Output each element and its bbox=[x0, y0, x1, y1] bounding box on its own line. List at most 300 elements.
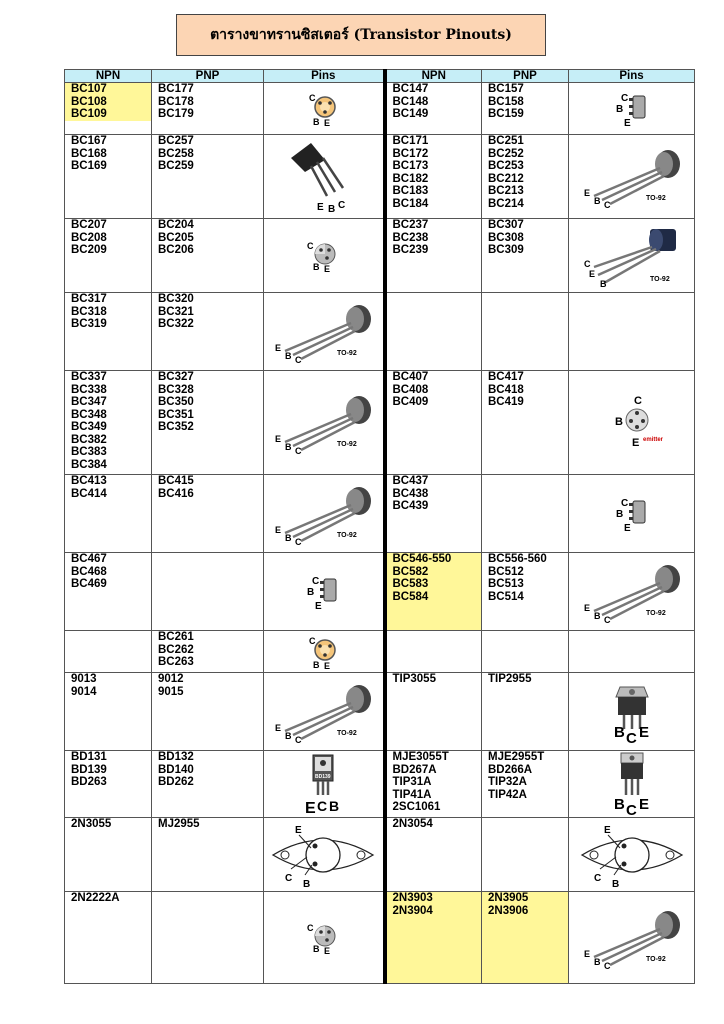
part-number: MJE3055T bbox=[392, 751, 449, 763]
left-pnp-cell bbox=[152, 475, 264, 553]
right-pnp-cell bbox=[482, 818, 569, 892]
part-number: BC327 bbox=[158, 371, 194, 383]
pin-label-c: C bbox=[625, 729, 637, 745]
pin-label-e: E bbox=[324, 263, 331, 274]
part-number: BC108 bbox=[65, 96, 151, 109]
part-number: BC384 bbox=[71, 458, 107, 471]
pin-label-e: E bbox=[583, 948, 590, 959]
pins-cell bbox=[569, 892, 695, 984]
part-number: 9014 bbox=[71, 685, 97, 698]
part-number: BC328 bbox=[158, 383, 194, 396]
pin-label-e: E bbox=[295, 824, 302, 836]
part-number: BC317 bbox=[71, 293, 107, 305]
header-pnp-right: PNP bbox=[482, 70, 569, 83]
part-number: MJ2955 bbox=[158, 818, 200, 830]
pins-cell bbox=[569, 553, 695, 631]
pins-cell bbox=[264, 293, 385, 371]
part-number: BC183 bbox=[392, 185, 429, 197]
pin-label-b: B bbox=[285, 532, 292, 543]
right-pnp-cell bbox=[482, 631, 569, 673]
part-number: BC512 bbox=[488, 565, 524, 578]
to92-side-icon bbox=[267, 481, 379, 547]
pins-cell bbox=[264, 219, 385, 293]
header-pins-left: Pins bbox=[264, 70, 385, 83]
pin-label-b: B bbox=[614, 415, 623, 428]
package-label: TO-92 bbox=[337, 440, 357, 448]
part-number: BC148 bbox=[392, 95, 429, 108]
pins-cell bbox=[264, 892, 385, 984]
table-row bbox=[65, 293, 695, 371]
part-number: BC167 bbox=[71, 135, 107, 147]
part-number: BC407 bbox=[392, 371, 429, 383]
left-npn-cell bbox=[65, 293, 152, 371]
part-number: 2N3906 bbox=[488, 904, 529, 917]
table-row bbox=[65, 751, 695, 818]
table-row bbox=[65, 673, 695, 751]
part-number: BC347 bbox=[71, 396, 107, 408]
right-pnp-cell bbox=[482, 751, 569, 818]
pin-label-c: C bbox=[307, 240, 314, 251]
pin-label-e: E bbox=[275, 342, 282, 353]
part-number: 2N3055 bbox=[71, 818, 112, 830]
pin-label-e: E bbox=[583, 187, 590, 198]
part-number: BC214 bbox=[488, 197, 524, 210]
part-number: BC437 bbox=[392, 475, 429, 487]
package-label: TO-92 bbox=[337, 349, 357, 357]
left-pnp-cell bbox=[152, 83, 264, 135]
emitter-note: emitter bbox=[642, 436, 663, 443]
flat-package-icon bbox=[298, 571, 348, 613]
part-number: BC383 bbox=[71, 446, 107, 458]
left-pnp-cell bbox=[152, 371, 264, 475]
part-number: BC173 bbox=[392, 160, 429, 172]
right-pnp-cell bbox=[482, 293, 569, 371]
right-npn-cell bbox=[385, 293, 482, 371]
to220-icon bbox=[602, 751, 662, 817]
pin-label-c: C bbox=[312, 575, 320, 587]
pin-label-e: E bbox=[603, 824, 611, 836]
pin-label-c: C bbox=[583, 258, 590, 269]
pins-cell bbox=[264, 818, 385, 892]
left-npn-cell bbox=[65, 475, 152, 553]
right-npn-cell bbox=[385, 818, 482, 892]
pin-label-c: C bbox=[603, 199, 610, 210]
part-number: BC212 bbox=[488, 172, 524, 185]
pins-cell bbox=[569, 83, 695, 135]
part-number: BC178 bbox=[158, 95, 194, 108]
part-number: BC514 bbox=[488, 590, 524, 603]
part-number: BC252 bbox=[488, 147, 524, 160]
part-number: BC171 bbox=[392, 135, 429, 147]
pin-label-c: C bbox=[625, 802, 637, 817]
pin-label-e: E bbox=[317, 201, 324, 213]
part-number: BC419 bbox=[488, 396, 524, 408]
to3-icon bbox=[267, 821, 379, 889]
pins-cell bbox=[264, 751, 385, 818]
right-npn-cell bbox=[385, 631, 482, 673]
to92-side-icon bbox=[576, 559, 688, 625]
part-number: BC469 bbox=[71, 578, 107, 590]
part-number: BC308 bbox=[488, 231, 524, 244]
pin-label-b: B bbox=[329, 798, 340, 814]
part-number: BC184 bbox=[392, 197, 429, 210]
part-number: BC259 bbox=[158, 160, 194, 172]
package-label: TO-92 bbox=[337, 531, 357, 539]
pin-label-b: B bbox=[593, 956, 600, 967]
empty-pins-cell bbox=[569, 631, 695, 673]
part-number: BC320 bbox=[158, 293, 194, 305]
part-number: BC418 bbox=[488, 383, 524, 396]
pin-label-b: B bbox=[313, 659, 320, 670]
part-number: BD266A bbox=[488, 763, 533, 776]
right-pnp-cell bbox=[482, 135, 569, 219]
to92-dark-icon bbox=[576, 223, 688, 289]
pin-label-e: E bbox=[324, 117, 331, 128]
pin-label-c: C bbox=[317, 798, 328, 814]
part-number: BC467 bbox=[71, 553, 107, 565]
pin-label-b: B bbox=[285, 350, 292, 361]
left-pnp-cell bbox=[152, 135, 264, 219]
part-number: TIP3055 bbox=[392, 673, 436, 685]
header-pins-right: Pins bbox=[569, 70, 695, 83]
pins-cell bbox=[264, 631, 385, 673]
part-number: BC261 bbox=[158, 631, 194, 643]
left-npn-cell bbox=[65, 553, 152, 631]
left-npn-cell bbox=[65, 135, 152, 219]
pin-label-c: C bbox=[603, 960, 610, 971]
part-number: BC309 bbox=[488, 244, 524, 256]
empty-pins-cell bbox=[569, 293, 695, 371]
part-number: BC582 bbox=[392, 565, 429, 578]
part-number: BC253 bbox=[488, 160, 524, 172]
part-number: BC546-550 bbox=[392, 553, 452, 565]
right-pnp-cell bbox=[482, 475, 569, 553]
part-number: BC351 bbox=[158, 408, 194, 421]
part-number: 2N2222A bbox=[71, 892, 120, 904]
part-number: BC149 bbox=[392, 108, 429, 120]
to18-metal-can-icon bbox=[293, 632, 353, 672]
right-npn-cell bbox=[385, 475, 482, 553]
right-npn-cell bbox=[385, 371, 482, 475]
pin-label-b: B bbox=[313, 943, 320, 954]
pins-cell bbox=[569, 751, 695, 818]
part-number: BC257 bbox=[158, 135, 194, 147]
pin-label-c: C bbox=[593, 872, 601, 884]
pin-label-e: E bbox=[275, 524, 282, 535]
part-number: BC415 bbox=[158, 475, 194, 487]
pins-cell bbox=[264, 83, 385, 135]
package-label: TO-92 bbox=[645, 609, 666, 617]
pins-cell bbox=[569, 371, 695, 475]
part-number: BC409 bbox=[392, 396, 429, 408]
table-row bbox=[65, 475, 695, 553]
part-number: BC172 bbox=[392, 147, 429, 160]
to218-icon bbox=[602, 679, 662, 745]
pin-label-b: B bbox=[615, 103, 623, 115]
pin-label-b: B bbox=[613, 723, 625, 741]
pin-label-c: C bbox=[603, 614, 610, 625]
to92-upright-icon bbox=[283, 138, 363, 216]
pin-label-e: E bbox=[275, 722, 282, 733]
left-pnp-cell bbox=[152, 751, 264, 818]
pin-label-b: B bbox=[285, 730, 292, 741]
to126-icon bbox=[293, 751, 353, 817]
part-number: BC584 bbox=[392, 590, 429, 603]
pin-label-e: E bbox=[638, 796, 649, 813]
part-number: BC438 bbox=[392, 487, 429, 500]
part-number: BC337 bbox=[71, 371, 107, 383]
pin-label-e: E bbox=[583, 602, 590, 613]
part-number: TIP41A bbox=[392, 788, 432, 801]
part-number: BC468 bbox=[71, 565, 107, 578]
left-npn-cell bbox=[65, 818, 152, 892]
to92-side-icon bbox=[576, 144, 688, 210]
part-number: BC382 bbox=[71, 433, 107, 446]
part-number: BC318 bbox=[71, 305, 107, 318]
to92-side-icon bbox=[267, 679, 379, 745]
pin-label-b: B bbox=[599, 278, 606, 289]
part-number: BC209 bbox=[71, 244, 107, 256]
part-number: BC207 bbox=[71, 219, 107, 231]
pin-label-e: E bbox=[315, 600, 322, 612]
page-title: ตารางขาทรานซิสเตอร์ (Transistor Pinouts) bbox=[176, 14, 546, 56]
pin-label-e: E bbox=[588, 268, 595, 279]
part-number: BC107 bbox=[65, 83, 151, 96]
pin-label-e: E bbox=[305, 800, 316, 817]
left-pnp-cell bbox=[152, 219, 264, 293]
left-npn-cell bbox=[65, 892, 152, 984]
pins-cell bbox=[569, 135, 695, 219]
pin-label-c: C bbox=[338, 199, 346, 211]
pin-label-e: E bbox=[324, 945, 331, 956]
pins-cell bbox=[569, 219, 695, 293]
part-number: BD140 bbox=[158, 763, 194, 776]
pin-label-c: C bbox=[633, 394, 642, 407]
round-package-icon bbox=[293, 916, 353, 960]
right-npn-cell bbox=[385, 553, 482, 631]
part-number: TIP31A bbox=[392, 776, 432, 788]
pin-label-e: E bbox=[324, 660, 331, 671]
pin-label-b: B bbox=[593, 610, 600, 621]
part-number: 9012 bbox=[158, 673, 184, 685]
part-number: BD263 bbox=[71, 776, 107, 788]
part-number: BC350 bbox=[158, 396, 194, 408]
part-number: BC237 bbox=[392, 219, 429, 231]
pins-cell bbox=[264, 135, 385, 219]
part-number: BC263 bbox=[158, 656, 194, 668]
part-number: BC208 bbox=[71, 231, 107, 244]
part-number: TIP42A bbox=[488, 788, 527, 801]
pin-label-c: C bbox=[309, 635, 316, 646]
package-label: TO-92 bbox=[645, 955, 666, 963]
part-number: BC319 bbox=[71, 318, 107, 330]
pin-label-b: B bbox=[303, 878, 311, 889]
table-row bbox=[65, 892, 695, 984]
pin-label-b: B bbox=[593, 195, 600, 206]
part-number: BC204 bbox=[158, 219, 194, 231]
pin-label-c: C bbox=[309, 92, 316, 103]
pin-label-c: C bbox=[620, 497, 628, 509]
pin-label-b: B bbox=[611, 878, 619, 889]
left-npn-cell bbox=[65, 631, 152, 673]
part-number: BC179 bbox=[158, 108, 194, 120]
part-number: BC109 bbox=[65, 108, 151, 121]
flat-package-icon bbox=[607, 493, 657, 535]
pin-label-e: E bbox=[631, 436, 639, 449]
part-number: TIP32A bbox=[488, 776, 527, 788]
right-npn-cell bbox=[385, 751, 482, 818]
left-npn-cell bbox=[65, 219, 152, 293]
table-row bbox=[65, 219, 695, 293]
part-number: BC206 bbox=[158, 244, 194, 256]
part-number: BC513 bbox=[488, 578, 524, 590]
part-number: BC262 bbox=[158, 643, 194, 656]
to92-side-icon bbox=[267, 299, 379, 365]
part-number: BD267A bbox=[392, 763, 437, 776]
left-pnp-cell bbox=[152, 673, 264, 751]
pin-label-b: B bbox=[285, 441, 292, 452]
pin-label-c: C bbox=[295, 445, 302, 456]
part-number: BC349 bbox=[71, 421, 107, 433]
left-npn-cell bbox=[65, 371, 152, 475]
right-npn-cell bbox=[385, 135, 482, 219]
part-number: BC251 bbox=[488, 135, 524, 147]
to92-side-icon bbox=[576, 905, 688, 971]
part-number: BC352 bbox=[158, 421, 194, 433]
part-number: BC338 bbox=[71, 383, 107, 396]
part-number: 2N3054 bbox=[392, 818, 433, 830]
right-npn-cell bbox=[385, 673, 482, 751]
pins-cell bbox=[264, 475, 385, 553]
part-number: BD132 bbox=[158, 751, 194, 763]
part-number: BC205 bbox=[158, 231, 194, 244]
right-pnp-cell bbox=[482, 219, 569, 293]
package-label: TO-92 bbox=[645, 194, 666, 202]
part-number: BC413 bbox=[71, 475, 107, 487]
pin-label-e: E bbox=[275, 433, 282, 444]
part-number: BD139 bbox=[71, 763, 107, 776]
part-number: BC416 bbox=[158, 487, 194, 500]
header-npn-left: NPN bbox=[65, 70, 152, 83]
pin-label-c: C bbox=[295, 734, 302, 745]
part-number: 2SC1061 bbox=[392, 801, 441, 813]
part-number: 2N3903 bbox=[392, 892, 433, 904]
left-pnp-cell bbox=[152, 631, 264, 673]
pin-label-b: B bbox=[313, 116, 320, 127]
model-label: BD139 bbox=[315, 774, 331, 780]
pin-label-c: C bbox=[295, 354, 302, 365]
part-number: BC414 bbox=[71, 487, 107, 500]
pin-label-e: E bbox=[623, 117, 631, 129]
part-number: 9015 bbox=[158, 685, 184, 698]
round-package-icon bbox=[293, 234, 353, 278]
part-number: BC322 bbox=[158, 318, 194, 330]
table-row bbox=[65, 371, 695, 475]
part-number: BC213 bbox=[488, 185, 524, 197]
pins-cell bbox=[264, 553, 385, 631]
right-pnp-cell bbox=[482, 892, 569, 984]
right-pnp-cell bbox=[482, 553, 569, 631]
part-number: BC177 bbox=[158, 83, 194, 95]
part-number: BC239 bbox=[392, 244, 429, 256]
left-npn-cell bbox=[65, 83, 152, 135]
pins-cell bbox=[264, 673, 385, 751]
pin-label-c: C bbox=[285, 872, 293, 884]
pins-cell bbox=[569, 673, 695, 751]
left-pnp-cell bbox=[152, 553, 264, 631]
part-number: BC408 bbox=[392, 383, 429, 396]
part-number: BC157 bbox=[488, 83, 524, 95]
table-row bbox=[65, 553, 695, 631]
part-number: BC159 bbox=[488, 108, 524, 120]
bottom-view-icon bbox=[597, 394, 667, 452]
right-npn-cell bbox=[385, 219, 482, 293]
part-number: BC169 bbox=[71, 160, 107, 172]
pin-label-b: B bbox=[613, 796, 625, 813]
to3-icon bbox=[576, 821, 688, 889]
right-npn-cell bbox=[385, 892, 482, 984]
part-number: BD131 bbox=[71, 751, 107, 763]
part-number: BC439 bbox=[392, 500, 429, 512]
table-row bbox=[65, 818, 695, 892]
to18-metal-can-icon bbox=[293, 89, 353, 129]
part-number: 2N3905 bbox=[488, 892, 529, 904]
right-pnp-cell bbox=[482, 371, 569, 475]
part-number: BC321 bbox=[158, 305, 194, 318]
right-pnp-cell bbox=[482, 673, 569, 751]
part-number: BC583 bbox=[392, 578, 429, 590]
part-number: BC238 bbox=[392, 231, 429, 244]
part-number: BC147 bbox=[392, 83, 429, 95]
pin-label-b: B bbox=[307, 586, 315, 598]
part-number: BC168 bbox=[71, 147, 107, 160]
part-number: BD262 bbox=[158, 776, 194, 788]
pin-label-e: E bbox=[638, 723, 649, 741]
part-number: BC258 bbox=[158, 147, 194, 160]
pin-label-c: C bbox=[295, 536, 302, 547]
left-pnp-cell bbox=[152, 818, 264, 892]
part-number: BC158 bbox=[488, 95, 524, 108]
header-npn-right: NPN bbox=[385, 70, 482, 83]
part-number: 2N3904 bbox=[392, 904, 433, 917]
part-number: BC556-560 bbox=[488, 553, 547, 565]
part-number: BC307 bbox=[488, 219, 524, 231]
pin-label-b: B bbox=[615, 508, 623, 520]
flat-package-icon bbox=[607, 88, 657, 130]
part-number: BC348 bbox=[71, 408, 107, 421]
table-header-row bbox=[65, 70, 695, 83]
pin-label-b: B bbox=[313, 261, 320, 272]
left-npn-cell bbox=[65, 673, 152, 751]
right-npn-cell bbox=[385, 83, 482, 135]
left-pnp-cell bbox=[152, 892, 264, 984]
right-pnp-cell bbox=[482, 83, 569, 135]
to92-side-icon bbox=[267, 390, 379, 456]
table-row bbox=[65, 135, 695, 219]
table-row bbox=[65, 83, 695, 135]
left-npn-cell bbox=[65, 751, 152, 818]
pin-label-c: C bbox=[620, 92, 628, 104]
pin-label-b: B bbox=[328, 203, 336, 215]
pins-cell bbox=[264, 371, 385, 475]
pins-cell bbox=[569, 475, 695, 553]
left-pnp-cell bbox=[152, 293, 264, 371]
part-number: MJE2955T bbox=[488, 751, 545, 763]
part-number: BC182 bbox=[392, 172, 429, 185]
part-number: BC417 bbox=[488, 371, 524, 383]
transistor-pinout-table bbox=[64, 69, 695, 984]
pins-cell bbox=[569, 818, 695, 892]
